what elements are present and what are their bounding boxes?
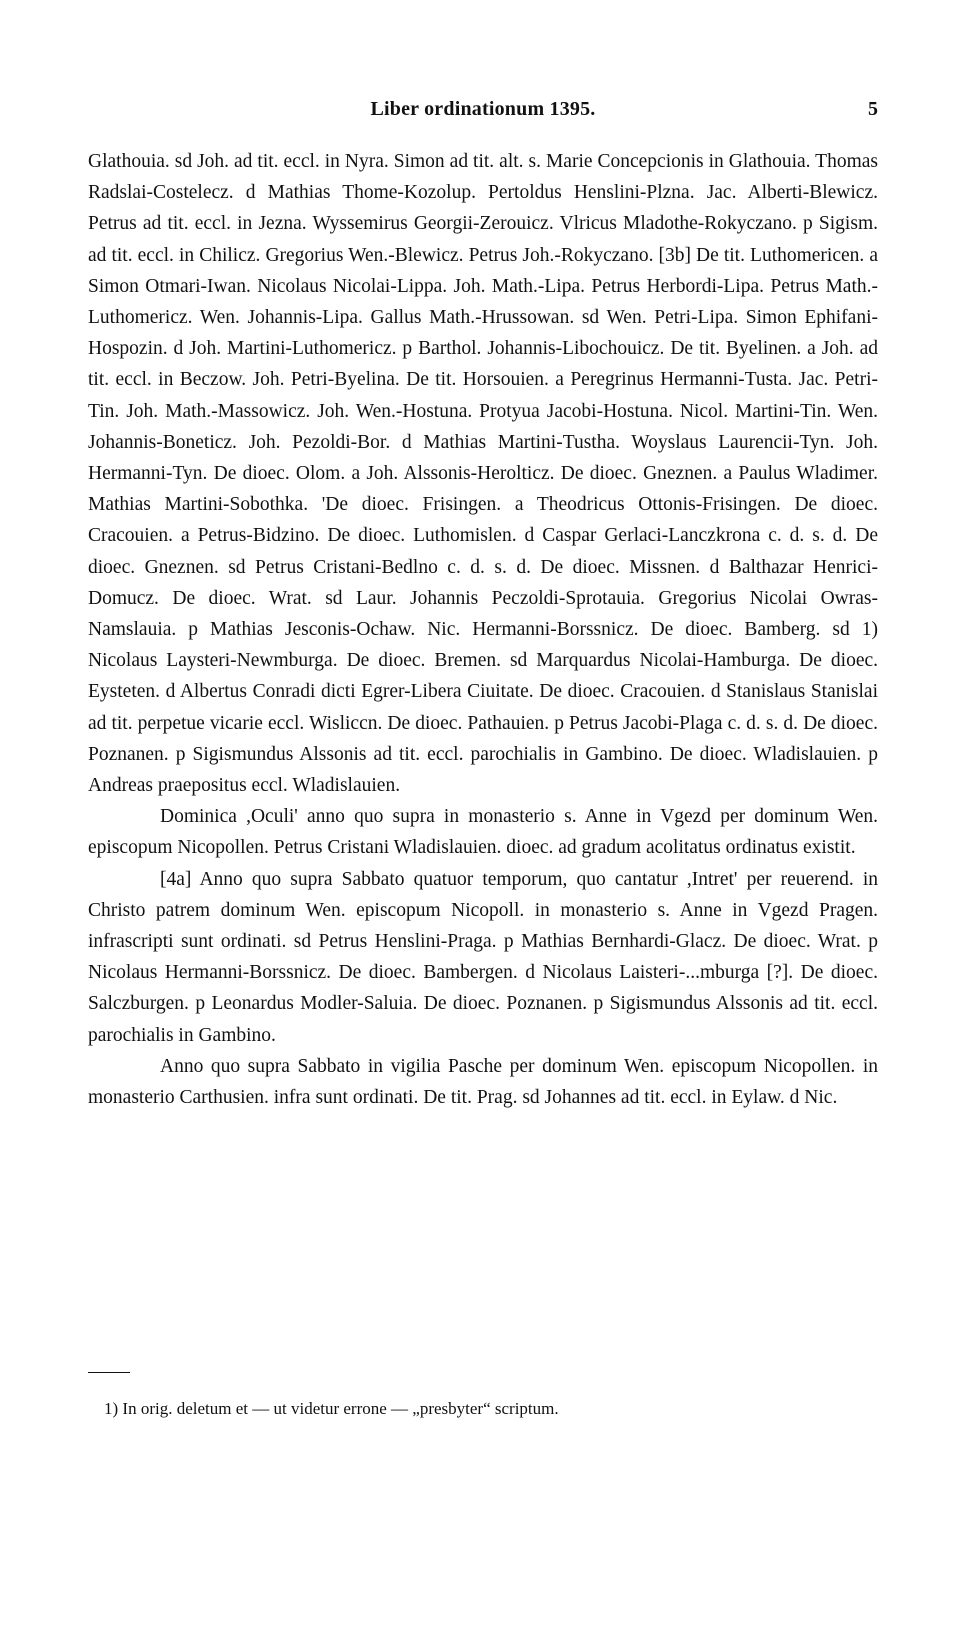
footnote-rule [88,1372,130,1373]
footnote-mark: 1) [104,1399,119,1418]
paragraph: Anno quo supra Sabbato in vigilia Pasche per dominum Wen. episcopum Nicopollen. in monasterio Carthusien. infra sunt ordinati. De tit. Prag. sd Johannes ad tit. eccl. in Eylaw. d Nic. [88,1055,878,1109]
page-number: 5 [868,98,878,120]
paragraph: Dominica ,Oculi' anno quo supra in monasterio s. Anne in Vgezd per dominum Wen. episcopum Nicopollen. Petrus Cristani Wladislauien. dioec. ad gradum acolitatus ordinatus existit. [88,806,878,859]
running-header [88,98,878,134]
footnote [104,1399,878,1419]
running-title: Liber ordinationum 1395. [370,98,596,120]
footnote-text: In orig. deletum et — ut videtur errone — „presbyter“ scriptum. [122,1399,559,1418]
page [88,98,878,1113]
body-text [88,146,878,1113]
paragraph: [4a] Anno quo supra Sabbato quatuor temporum, quo cantatur ,Intret' per reuerend. in Christo patrem dominum Wen. episcopum Nicopoll. in monasterio s. Anne in Vgezd Pragen. infrascripti sunt ordinati. sd Petrus Henslini-Praga. p Mathias Bernhardi-Glacz. De dioec. Wrat. p Nicolaus Hermanni-Borssnicz. De dioec. Bambergen. d Nicolaus Laisteri-...mburga [?]. De dioec. Salczburgen. p Leonardus Modler-Saluia. De dioec. Poznanen. p Sigismundus Alssonis ad tit. eccl. parochialis in Gambino. [88,868,878,1046]
footnotes [88,1372,878,1419]
paragraph: Glathouia. sd Joh. ad tit. eccl. in Nyra. Simon ad tit. alt. s. Marie Concepcionis in Glathouia. Thomas Radslai-Costelecz. d Mathias Thome-Kozolup. Pertoldus Henslini-Plzna. Jac. Alberti-Blewicz. Petrus ad tit. eccl. in Jezna. Wyssemirus Georgii-Zerouicz. Vlricus Mladothe-Rokyczano. p Sigism. ad tit. eccl. in Chilicz. Gregorius Wen.-Blewicz. Petrus Joh.-Rokyczano. [3b] De tit. Luthomericen. a Simon Otmari-Iwan. Nicolaus Nicolai-Lippa. Joh. Math.-Lipa. Petrus Herbordi-Lipa. Petrus Math.-Luthomericz. Wen. Johannis-Lipa. Gallus Math.-Hrussowan. sd Wen. Petri-Lipa. Simon Ephifani-Hospozin. d Joh. Martini-Luthomericz. p Barthol. Johannis-Libochouicz. De tit. Byelinen. a Joh. ad tit. eccl. in Beczow. Joh. Petri-Byelina. De tit. Horsouien. a Peregrinus Hermanni-Tusta. Jac. Petri-Tin. Joh. Math.-Massowicz. Joh. Wen.-Hostuna. Protyua Jacobi-Hostuna. Nicol. Martini-Tin. Wen. Johannis-Boneticz. Joh. Pezoldi-Bor. d Mathias Martini-Tustha. Woyslaus Laurencii-Tyn. Joh. Hermanni-Tyn. De dioec. Olom. a Joh. Alssonis-Herolticz. De dioec. Gneznen. a Paulus Wladimer. Mathias Martini-Sobothka. 'De dioec. Frisingen. a Theodricus Ottonis-Frisingen. De dioec. Cracouien. a Petrus-Bidzino. De dioec. Luthomislen. d Caspar Gerlaci-Lanczkrona c. d. s. d. De dioec. Gneznen. sd Petrus Cristani-Bedlno c. d. s. d. De dioec. Missnen. d Balthazar Henrici-Domucz. De dioec. Wrat. sd Laur. Johannis Peczoldi-Sprotauia. Gregorius Nicolai Owras-Namslauia. p Mathias Jesconis-Ochaw. Nic. Hermanni-Borssnicz. De dioec. Bamberg. sd 1) Nicolaus Laysteri-Newmburga. De dioec. Bremen. sd Marquardus Nicolai-Hamburga. De dioec. Eysteten. d Albertus Conradi dicti Egrer-Libera Ciuitate. De dioec. Cracouien. d Stanislaus Stanislai ad tit. perpetue vicarie eccl. Wisliccn. De dioec. Pathauien. p Petrus Jacobi-Plaga c. d. s. d. De dioec. Poznanen. p Sigismundus Alssonis ad tit. eccl. parochialis in Gambino. De dioec. Wladislauien. p Andreas praepositus eccl. Wladislauien. [88,151,878,797]
